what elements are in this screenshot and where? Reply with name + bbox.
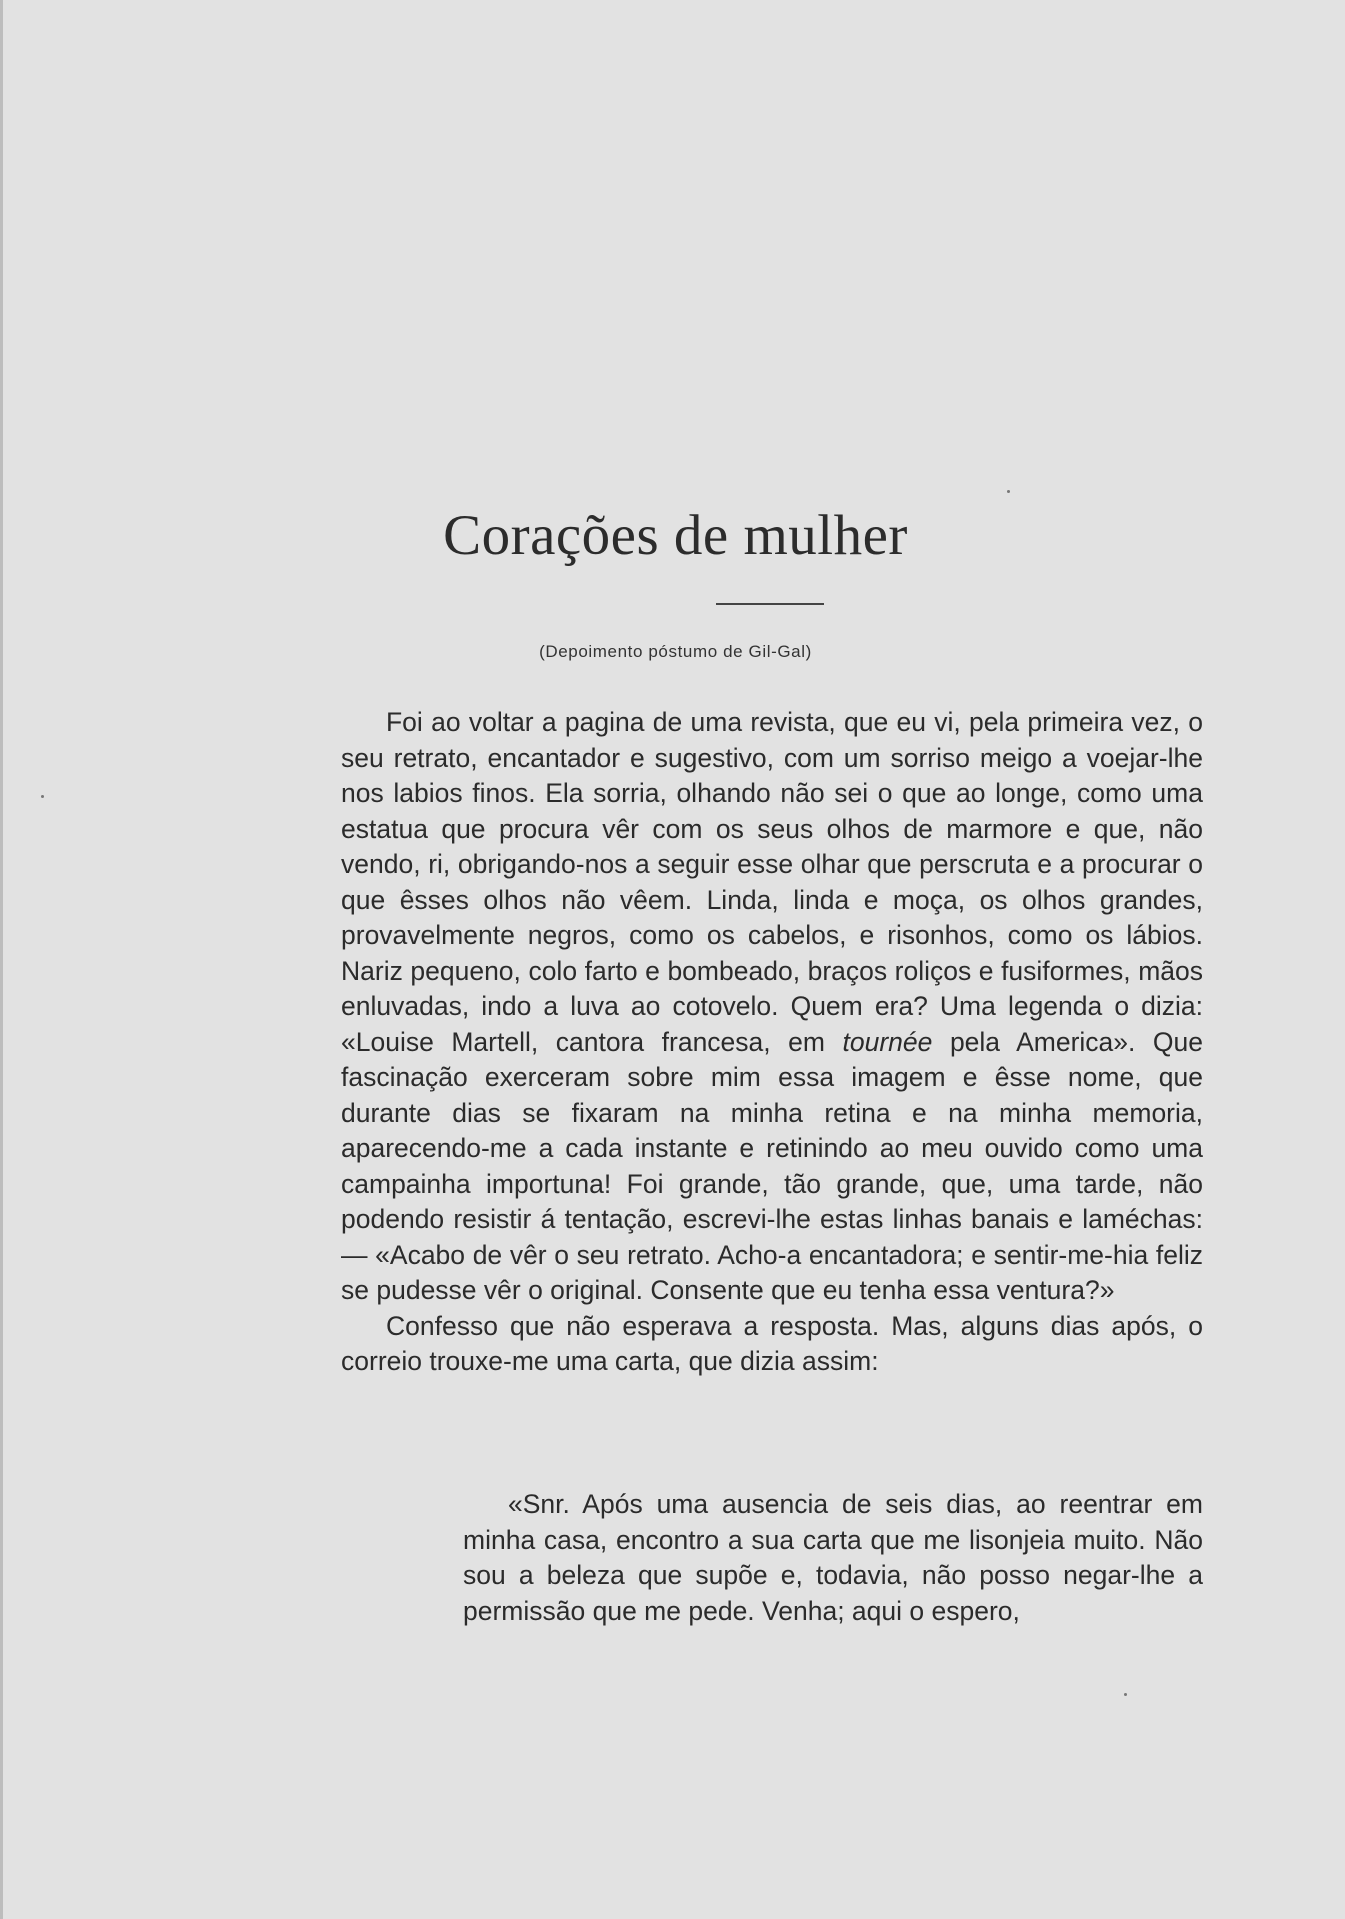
- scan-speck: [1124, 1693, 1127, 1696]
- quoted-letter: «Snr. Após uma ausencia de seis dias, ao reentrar em minha casa, encontro a sua carta que me lisonjeia muito. Não sou a beleza que supõe e, todavia, não posso negar-lhe a permissão que me pede. Venha; aqui o espero,: [463, 1489, 1203, 1626]
- scan-speck: [1007, 490, 1010, 493]
- title-divider: [716, 603, 824, 605]
- page-title: Corações de mulher: [443, 504, 908, 567]
- paragraph-1-part-2: pela America». Que fascinação exerceram sobre mim essa imagem e êsse nome, que durante dias se fixaram na minha retina e na minha memoria, aparecendo-me a cada instante e retinindo ao meu ouvido como uma campainha importuna! Foi grande, tão grande, que, uma tarde, não podendo resistir á tentação, escrevi-lhe estas linhas banais e laméchas: — «Acabo de vêr o seu retrato. Acho-a encantadora; e sentir-me-hia feliz se pudesse vêr o original. Consente que eu tenha essa ventura?»: [341, 1026, 1203, 1305]
- body-text: [341, 705, 1203, 1380]
- italic-term: tournée: [842, 1026, 933, 1057]
- scan-speck: [41, 795, 44, 798]
- paragraph-1-part-1: Foi ao voltar a pagina de uma revista, que eu vi, pela primeira vez, o seu retrato, encantador e sugestivo, com um sorriso meigo a voejar-lhe nos labios finos. Ela sorria, olhando não sei o que ao longe, como uma estatua que procura vêr com os seus olhos de marmore e que, não vendo, ri, obrigando-nos a seguir esse olhar que perscruta e a procurar o que êsses olhos não vêem. Linda, linda e moça, os olhos grandes, provavelmente negros, como os cabelos, e risonhos, como os lábios. Nariz pequeno, colo farto e bombeado, braços roliços e fusiformes, mãos enluvadas, indo a luva ao cotovelo. Quem era? Uma legenda o dizia: «Louise Martell, cantora francesa, em: [341, 707, 1203, 1057]
- paragraph-1: [341, 705, 1203, 1309]
- page-subtitle: (Depoimento póstumo de Gil-Gal): [539, 642, 812, 661]
- paragraph-2: Confesso que não esperava a resposta. Mas, alguns dias após, o correio trouxe-me uma carta, que dizia assim:: [341, 1310, 1203, 1376]
